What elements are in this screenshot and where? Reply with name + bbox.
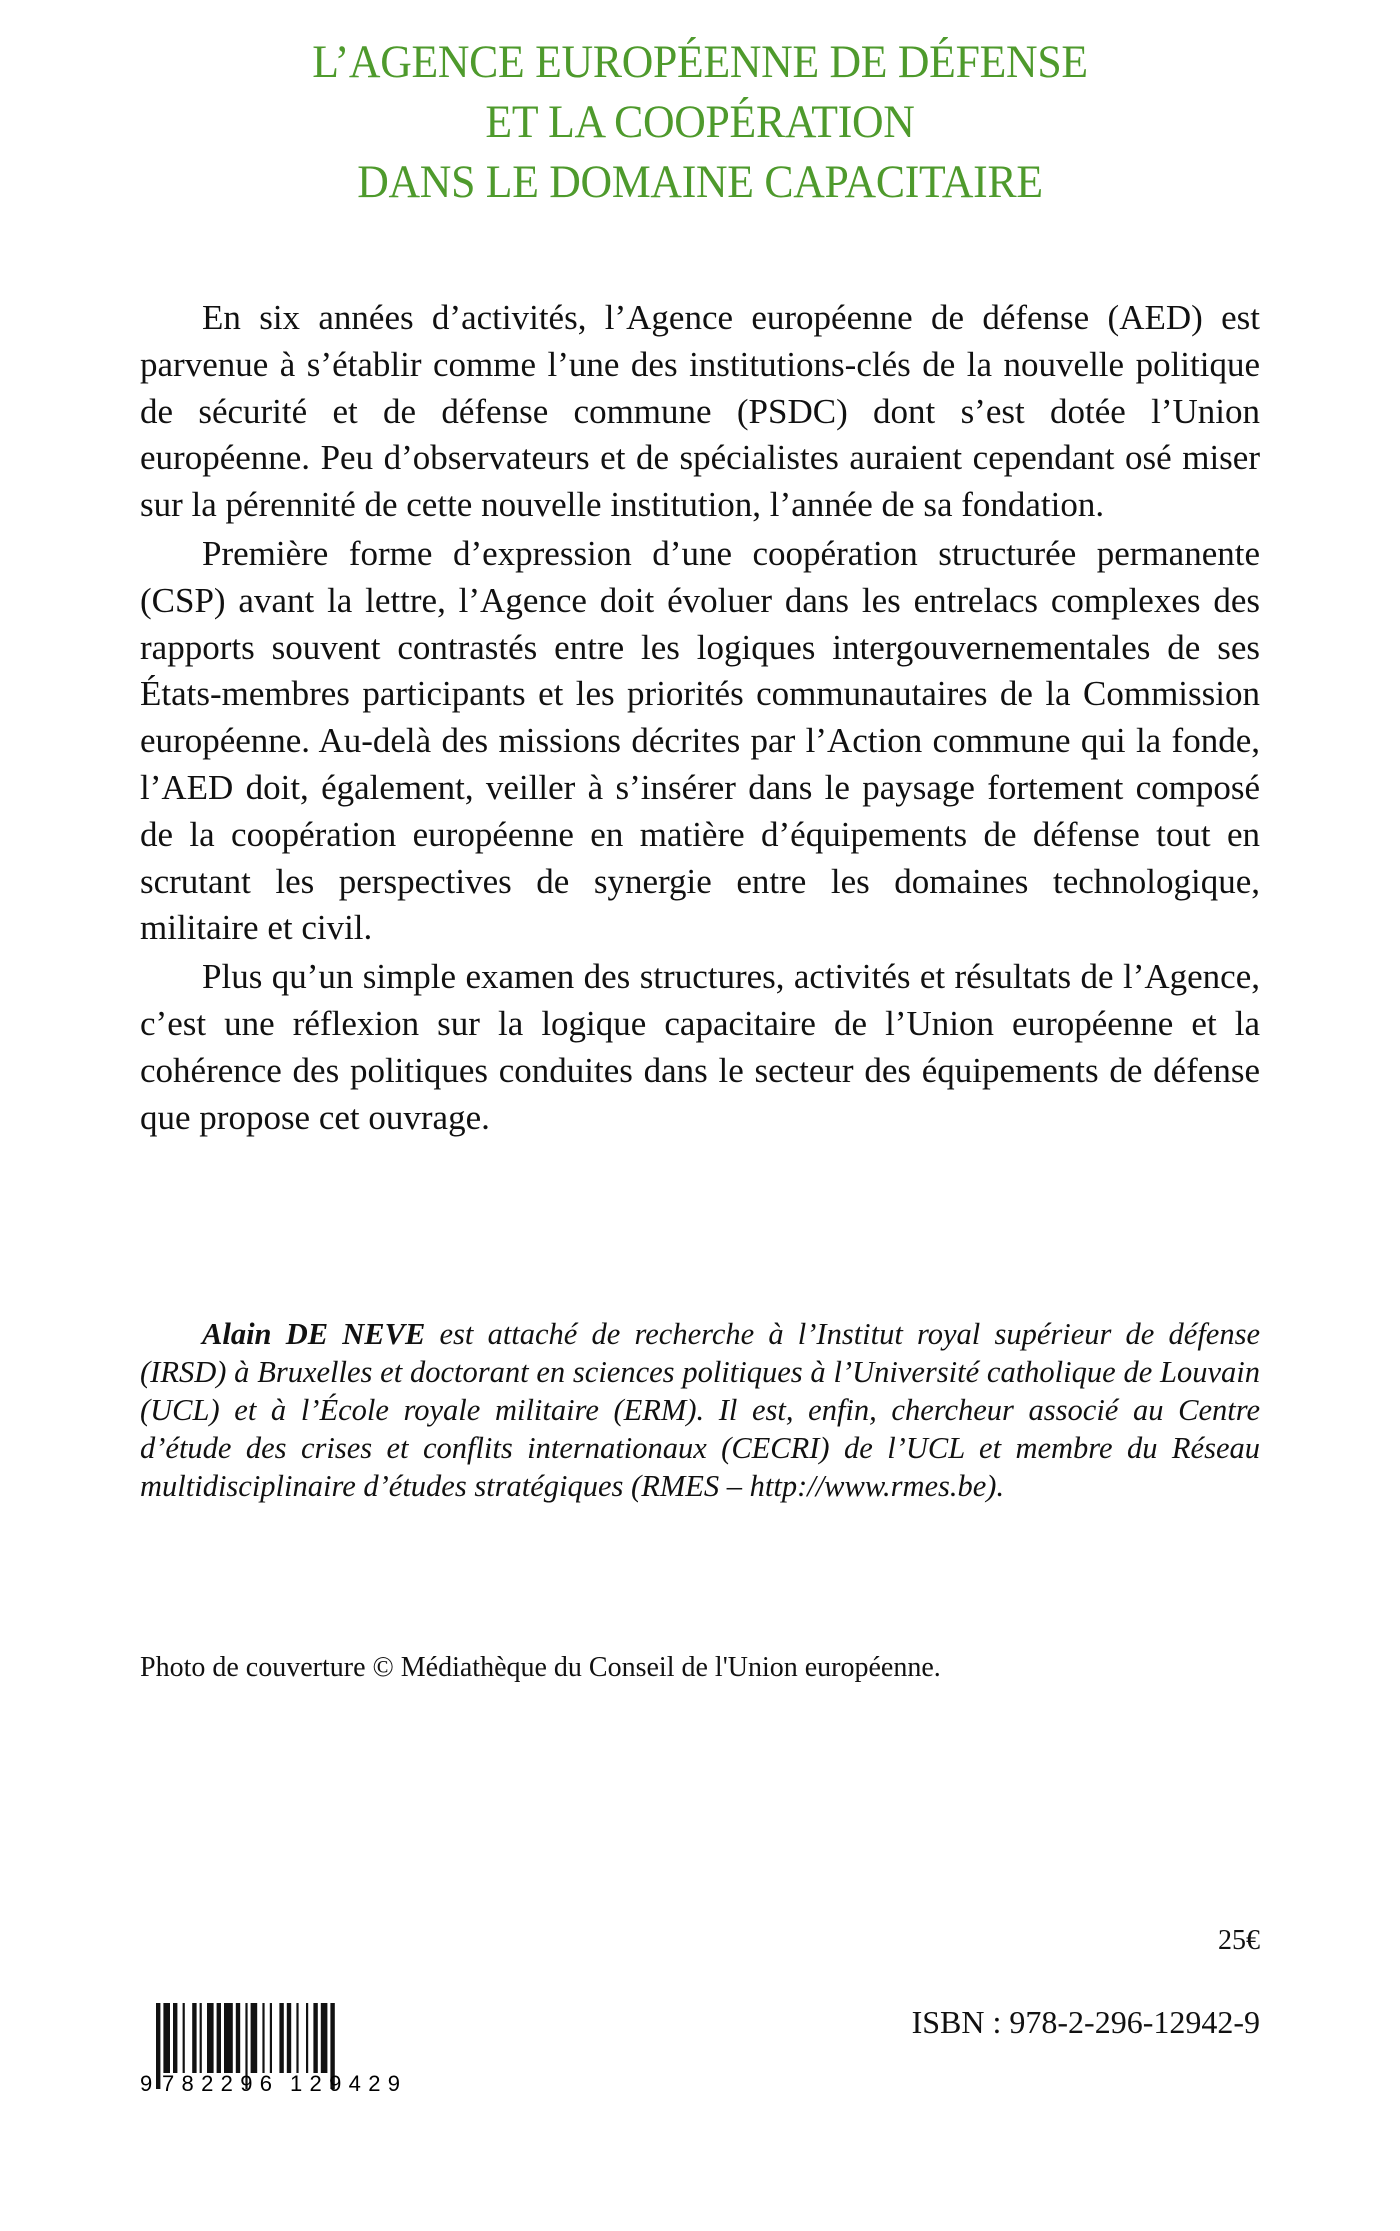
barcode-bar bbox=[173, 2003, 177, 2073]
barcode-bar bbox=[217, 2003, 221, 2073]
summary-paragraph-1: En six années d’activités, l’Agence européenne de défense (AED) est parvenue à s’établir comme l’une des institutions-clés de la nouvelle politique de sécurité et de défense commune (PSDC) dont s’est dotée l’Union européenne. Peu d’observateurs et de spécialistes auraient cependant osé miser sur la pérennité de cette nouvelle institution, l’année de sa fondation. bbox=[140, 298, 1260, 525]
barcode-bar bbox=[224, 2003, 233, 2073]
barcode-bar bbox=[200, 2003, 202, 2073]
title-line-2: ET LA COOPÉRATION bbox=[485, 96, 915, 148]
isbn-barcode bbox=[140, 2003, 430, 2093]
title-line-3: DANS LE DOMAINE CAPACITAIRE bbox=[357, 156, 1043, 208]
barcode-bar bbox=[296, 2003, 298, 2073]
summary-paragraph-2: Première forme d’expression d’une coopération structurée permanente (CSP) avant la lettre, l’Agence doit évoluer dans les entrelacs complexes des rapports souvent contrastés entre les logiques intergouvernementales de ses États-membres participants et les priorités communautaires de la Commission européenne. Au-delà des missions décrites par l’Action commune qui la fonde, l’AED doit, également, veiller à s’insérer dans le paysage fortement composé de la coopération européenne en matière d’équipements de défense tout en scrutant les perspectives de synergie entre les domaines technologique, militaire et civil. bbox=[140, 533, 1260, 948]
barcode-bar bbox=[321, 2003, 328, 2073]
summary-paragraph-3: Plus qu’un simple examen des structures, activités et résultats de l’Agence, c’est une réflexion sur la logique capacitaire de l’Union européenne et la cohérence des politiques conduites dans le secteur des équipements de défense que propose cet ouvrage. bbox=[140, 957, 1260, 1137]
barcode-right-digits: 129429 bbox=[290, 2071, 400, 2093]
barcode-bar bbox=[251, 2003, 258, 2073]
barcode-bar bbox=[207, 2003, 214, 2073]
barcode-bar bbox=[287, 2003, 291, 2073]
barcode-bar bbox=[262, 2003, 264, 2073]
barcode-bar bbox=[313, 2003, 317, 2073]
price: 25€ bbox=[1218, 1925, 1260, 1956]
author-bio bbox=[140, 1315, 1260, 1505]
barcode-bar bbox=[306, 2003, 308, 2073]
author-name: Alain DE NEVE bbox=[202, 1317, 426, 1351]
photo-credit: Photo de couverture © Médiathèque du Conseil de l'Union européenne. bbox=[140, 1652, 941, 1683]
barcode-bar bbox=[156, 2003, 160, 2089]
barcode-bar bbox=[163, 2003, 170, 2073]
isbn: ISBN : 978-2-296-12942-9 bbox=[911, 2004, 1260, 2040]
book-title bbox=[49, 32, 1351, 212]
barcode-left-digits: 782296 bbox=[162, 2071, 272, 2093]
barcode-bar bbox=[183, 2003, 185, 2073]
barcode-bar bbox=[192, 2003, 196, 2073]
barcode-first-digit: 9 bbox=[140, 2071, 153, 2093]
title-line-1: L’AGENCE EUROPÉENNE DE DÉFENSE bbox=[312, 36, 1088, 88]
barcode-bar bbox=[236, 2003, 240, 2073]
barcode-bar bbox=[270, 2003, 272, 2073]
author-bio-text: est attaché de recherche à l’Institut royal supérieur de défense (IRSD) à Bruxelles et doctorant en sciences politiques à l’Université catholique de Louvain (UCL) et à l’École royale militaire (ERM). Il est, enfin, chercheur associé au Centre d’étude des crises et conflits internationaux (CECRI) de l’UCL et membre du Réseau multidisciplinaire d’études stratégiques (RMES – http://www.rmes.be). bbox=[140, 1317, 1260, 1503]
back-cover-summary bbox=[140, 295, 1260, 1141]
barcode-bar bbox=[279, 2003, 283, 2073]
